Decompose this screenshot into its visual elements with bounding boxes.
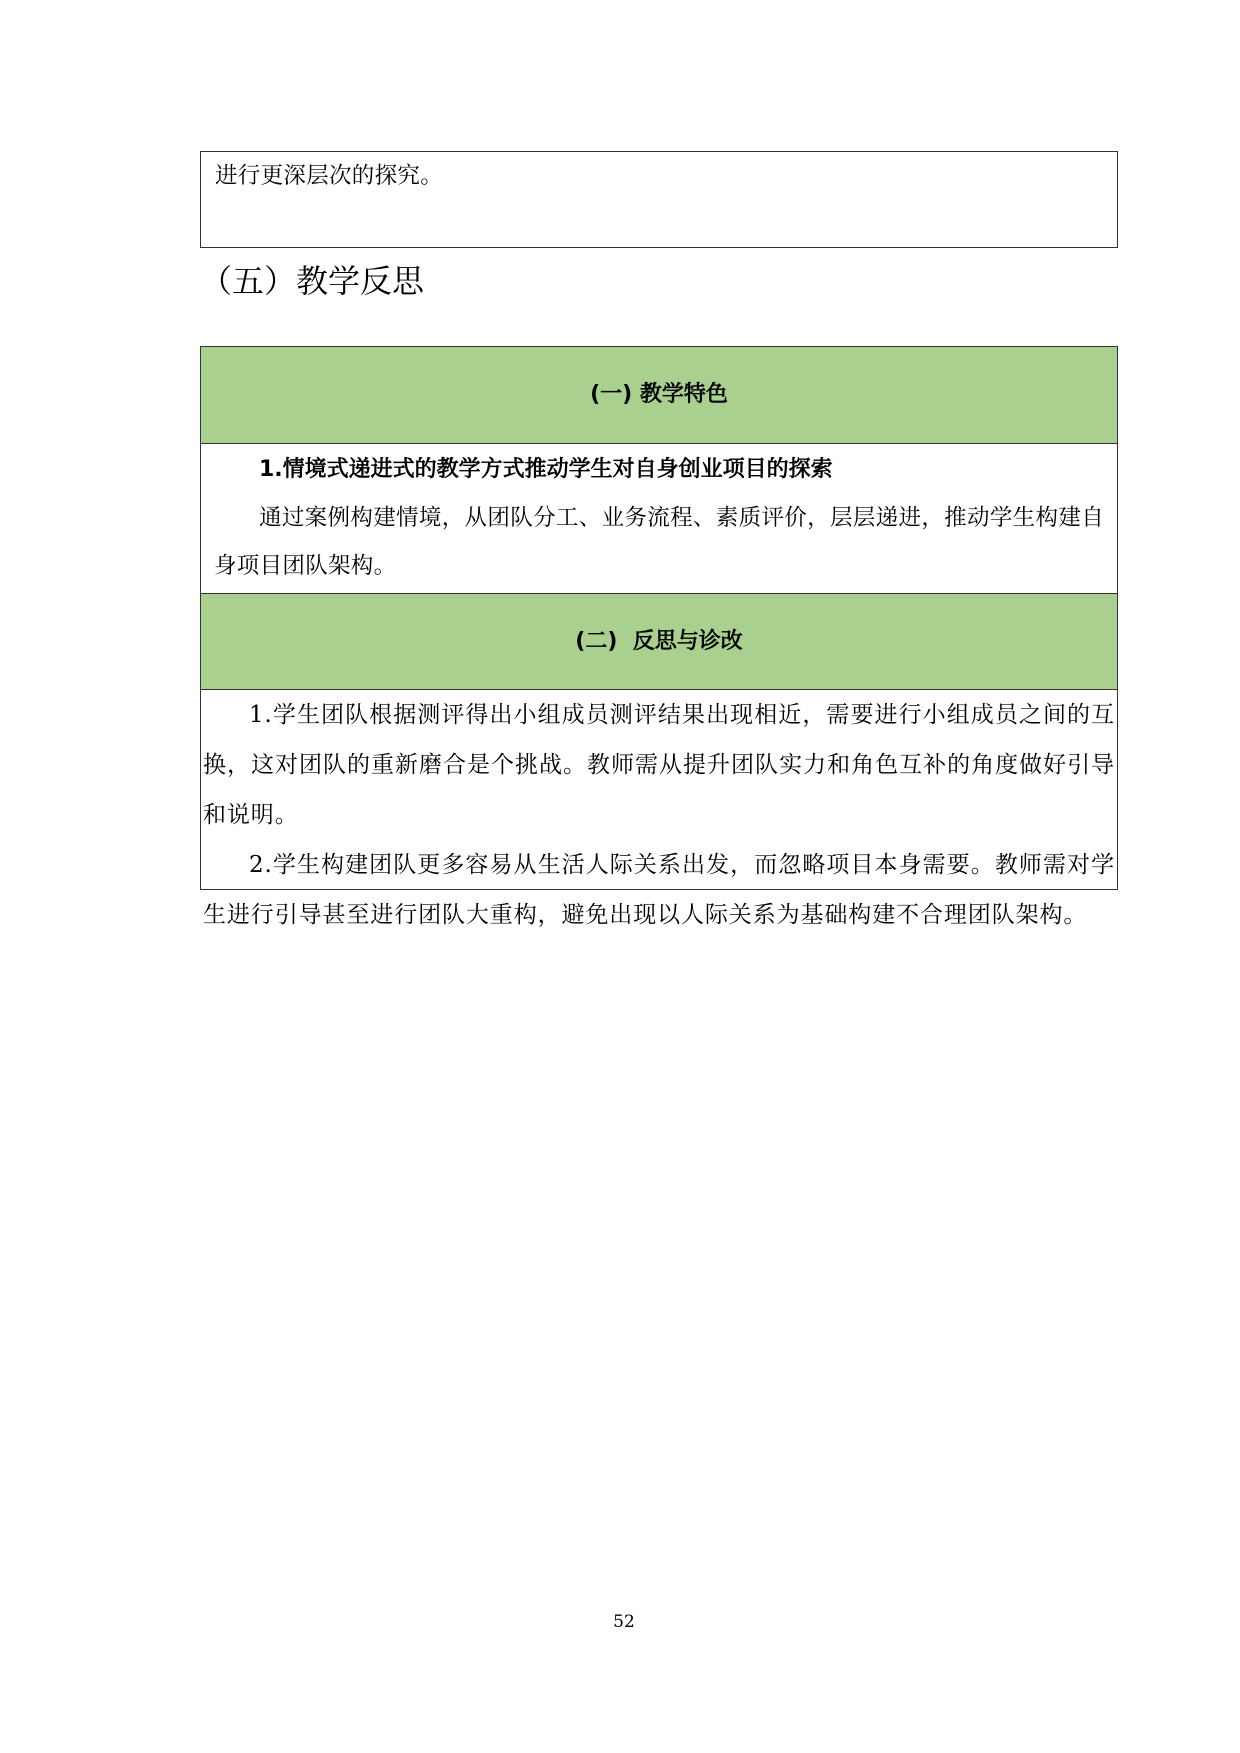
- reflection-paragraph-2: 2.学生构建团队更多容易从生活人际关系出发，而忽略项目本身需要。教师需对学生进行引导甚至进行团队大重构，避免出现以人际关系为基础构建不合理团队架构。: [203, 852, 1115, 928]
- reflection-table: [200, 346, 1118, 928]
- table-header-title: (一) 教学特色: [590, 382, 728, 407]
- section-heading: （五）教学反思: [200, 262, 425, 300]
- table-cell-teaching-features: [201, 444, 1117, 594]
- table-header-reflection-diagnosis: [201, 594, 1117, 690]
- feature-subtitle: 1.情境式递进式的教学方式推动学生对自身创业项目的探索: [259, 457, 833, 482]
- continued-text: 进行更深层次的探究。: [215, 163, 444, 189]
- page-number: 52: [613, 1612, 635, 1632]
- reflection-paragraph-1: 1.学生团队根据测评得出小组成员测评结果出现相近，需要进行小组成员之间的互换，这对团队的重新磨合是个挑战。教师需从提升团队实力和角色互补的角度做好引导和说明。: [203, 702, 1115, 828]
- continued-table-cell: [200, 151, 1118, 248]
- feature-paragraph: 通过案例构建情境，从团队分工、业务流程、素质评价，层层递进，推动学生构建自身项目团队架构。: [214, 505, 1104, 579]
- table-cell-reflection-diagnosis: [201, 690, 1117, 928]
- table-header-title: (二) 反思与诊改: [575, 628, 743, 654]
- table-header-teaching-features: [201, 347, 1117, 444]
